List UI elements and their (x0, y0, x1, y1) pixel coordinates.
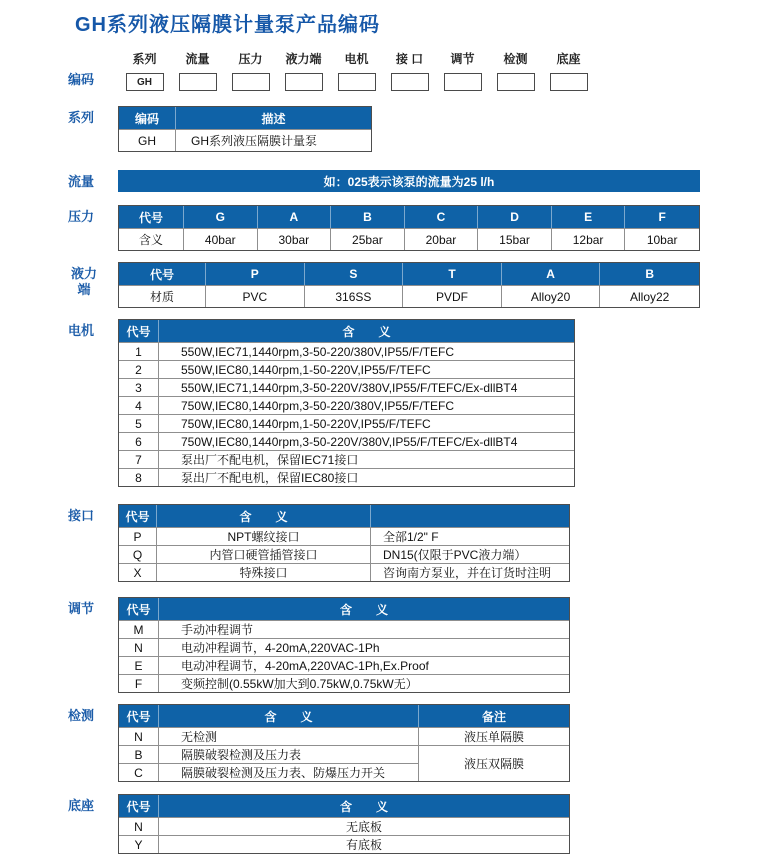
code-field-liquid-end (277, 50, 330, 91)
code-field-base (542, 50, 595, 91)
code-cell: X (119, 563, 157, 581)
code-cell: 5 (119, 414, 159, 432)
section-adjustment-label: 调节 (68, 601, 95, 616)
code-box-motor (338, 73, 376, 91)
table-row (119, 129, 371, 151)
code-cell: B (119, 745, 159, 763)
section-detection (68, 704, 780, 782)
table-row (119, 545, 569, 563)
code-field-label: 电机 (344, 52, 369, 66)
value-cell: PVC (206, 285, 305, 307)
value-cell: PVDF (403, 285, 502, 307)
code-cell: E (119, 656, 159, 674)
section-base (68, 794, 780, 854)
code-field-label: 调节 (450, 52, 475, 66)
code-row (68, 50, 780, 91)
table-row (119, 745, 569, 763)
section-series (68, 106, 780, 152)
table-header-row (119, 505, 569, 527)
page-title: GH系列液压隔膜计量泵产品编码 (75, 14, 380, 36)
section-flow-label: 流量 (68, 174, 95, 189)
header-cell: 代号 (119, 705, 159, 727)
table-header-row (119, 320, 574, 342)
table-row (119, 432, 574, 450)
section-flow (68, 170, 780, 192)
header-cell: D (478, 206, 552, 228)
desc-cell: GH系列液压隔膜计量泵 (176, 129, 371, 151)
table-row (119, 656, 569, 674)
code-box-adjustment (444, 73, 482, 91)
code-field-label: 流量 (185, 52, 210, 66)
table-row (119, 527, 569, 545)
series-table (118, 106, 372, 152)
code-field-pressure (224, 50, 277, 91)
header-cell: 代号 (119, 263, 206, 285)
code-field-label: 系列 (132, 52, 157, 66)
table-header-row (119, 705, 569, 727)
code-box-detection (497, 73, 535, 91)
code-box-pressure (232, 73, 270, 91)
header-cell: 代号 (119, 598, 159, 620)
code-box-interface (391, 73, 429, 91)
table-row (119, 360, 574, 378)
pressure-table (118, 205, 700, 251)
section-pressure (68, 205, 780, 251)
table-row (119, 638, 569, 656)
table-row (119, 378, 574, 396)
desc-cell: 有底板 (159, 835, 569, 853)
code-fields (118, 50, 595, 91)
code-cell: Y (119, 835, 159, 853)
desc-cell: 750W,IEC80,1440rpm,3-50-220V/380V,IP55/F/TEFC/Ex-dllBT4 (159, 432, 574, 450)
value-cell: 15bar (478, 228, 552, 250)
table-header-row (119, 107, 371, 129)
table-row (119, 342, 574, 360)
header-cell: 描述 (176, 107, 371, 129)
desc-cell: 泵出厂不配电机，保留IEC71接口 (159, 450, 574, 468)
desc-cell: 特殊接口 (157, 563, 371, 581)
table-row (119, 396, 574, 414)
code-field-flow (171, 50, 224, 91)
flow-note-bar: 如：025表示该泵的流量为25 l/h (118, 170, 700, 192)
code-field-label: 接 口 (395, 52, 424, 66)
table-header-row (119, 206, 699, 228)
remark-cell: 咨询南方泵业，并在订货时注明 (371, 563, 569, 581)
code-cell: N (119, 817, 159, 835)
header-cell: T (403, 263, 502, 285)
desc-cell: 无底板 (159, 817, 569, 835)
value-cell: 12bar (552, 228, 626, 250)
value-cell: Alloy22 (600, 285, 699, 307)
code-box-series: GH (126, 73, 164, 91)
code-field-detection (489, 50, 542, 91)
header-cell: 编码 (119, 107, 176, 129)
header-cell: 含 义 (159, 320, 574, 342)
desc-cell: 隔膜破裂检测及压力表、防爆压力开关 (159, 763, 419, 781)
remark-cell: 液压单隔膜 (419, 727, 569, 745)
code-field-label: 液力端 (285, 52, 322, 66)
code-cell: N (119, 638, 159, 656)
desc-cell: 内管口硬管插管接口 (157, 545, 371, 563)
code-cell: Q (119, 545, 157, 563)
table-header-row (119, 598, 569, 620)
header-cell (371, 505, 569, 527)
value-cell: 316SS (305, 285, 404, 307)
desc-cell: 550W,IEC71,1440rpm,3-50-220V/380V,IP55/F/TEFC/Ex-dllBT4 (159, 378, 574, 396)
table-row (119, 835, 569, 853)
desc-cell: 变频控制(0.55kW加大到0.75kW,0.75kW无） (159, 674, 569, 692)
section-motor-label: 电机 (68, 323, 95, 338)
table-row (119, 563, 569, 581)
header-cell: 含 义 (157, 505, 371, 527)
header-cell: 含 义 (159, 795, 569, 817)
header-cell: E (552, 206, 626, 228)
remark-cell-merged: 液压双隔膜 (419, 745, 569, 781)
detection-table (118, 704, 570, 782)
header-cell: P (206, 263, 305, 285)
header-cell: S (305, 263, 404, 285)
table-row (119, 414, 574, 432)
section-interface-label: 接口 (68, 508, 95, 523)
section-liquid-end (68, 262, 780, 308)
table-row (119, 727, 569, 745)
table-header-row (119, 795, 569, 817)
code-row-label: 编码 (68, 72, 95, 88)
header-cell: A (502, 263, 601, 285)
header-cell: A (258, 206, 332, 228)
value-cell: 10bar (625, 228, 699, 250)
desc-cell: 隔膜破裂检测及压力表 (159, 745, 419, 763)
adjustment-table (118, 597, 570, 693)
table-row (119, 817, 569, 835)
remark-cell: 全部1/2" F (371, 527, 569, 545)
code-box-flow (179, 73, 217, 91)
base-table (118, 794, 570, 854)
row-label-cell: 含义 (119, 228, 184, 250)
code-cell: P (119, 527, 157, 545)
code-box-base (550, 73, 588, 91)
row-label-cell: 材质 (119, 285, 206, 307)
header-cell: F (625, 206, 699, 228)
header-cell: 含 义 (159, 705, 419, 727)
desc-cell: 750W,IEC80,1440rpm,3-50-220/380V,IP55/F/TEFC (159, 396, 574, 414)
code-cell: N (119, 727, 159, 745)
motor-table (118, 319, 575, 487)
code-cell: GH (119, 129, 176, 151)
section-base-label: 底座 (68, 798, 95, 813)
value-cell: 20bar (405, 228, 479, 250)
desc-cell: 电动冲程调节，4-20mA,220VAC-1Ph (159, 638, 569, 656)
section-pressure-label: 压力 (68, 209, 95, 224)
section-interface (68, 504, 780, 582)
desc-cell: 550W,IEC80,1440rpm,1-50-220V,IP55/F/TEFC (159, 360, 574, 378)
table-row (119, 674, 569, 692)
header-cell: 备注 (419, 705, 569, 727)
value-cell: 25bar (331, 228, 405, 250)
section-liquid-end-label: 液力端 (70, 266, 97, 297)
code-cell: F (119, 674, 159, 692)
code-cell: 4 (119, 396, 159, 414)
header-cell: 代号 (119, 505, 157, 527)
header-cell: B (600, 263, 699, 285)
liquid-end-table (118, 262, 700, 308)
code-cell: 1 (119, 342, 159, 360)
code-cell: M (119, 620, 159, 638)
desc-cell: 泵出厂不配电机，保留IEC80接口 (159, 468, 574, 486)
value-cell: 30bar (258, 228, 332, 250)
table-row (119, 620, 569, 638)
code-field-label: 底座 (556, 52, 581, 66)
code-cell: 7 (119, 450, 159, 468)
header-cell: B (331, 206, 405, 228)
code-field-series (118, 50, 171, 91)
value-cell: 40bar (184, 228, 258, 250)
code-box-liquid-end (285, 73, 323, 91)
code-field-interface (383, 50, 436, 91)
code-cell: 8 (119, 468, 159, 486)
desc-cell: 电动冲程调节，4-20mA,220VAC-1Ph,Ex.Proof (159, 656, 569, 674)
code-cell: 2 (119, 360, 159, 378)
code-cell: C (119, 763, 159, 781)
code-cell: 6 (119, 432, 159, 450)
code-field-label: 压力 (238, 52, 263, 66)
interface-table (118, 504, 570, 582)
table-row (119, 285, 699, 307)
code-cell: 3 (119, 378, 159, 396)
table-row (119, 450, 574, 468)
desc-cell: 手动冲程调节 (159, 620, 569, 638)
section-series-label: 系列 (68, 110, 95, 125)
table-row (119, 468, 574, 486)
header-cell: C (405, 206, 479, 228)
desc-cell: 550W,IEC71,1440rpm,3-50-220/380V,IP55/F/TEFC (159, 342, 574, 360)
header-cell: 代号 (119, 206, 184, 228)
desc-cell: NPT螺纹接口 (157, 527, 371, 545)
remark-cell: DN15(仅限于PVC液力端） (371, 545, 569, 563)
header-cell: 代号 (119, 320, 159, 342)
code-field-label: 检测 (503, 52, 528, 66)
header-cell: 代号 (119, 795, 159, 817)
header-cell: G (184, 206, 258, 228)
desc-cell: 无检测 (159, 727, 419, 745)
table-header-row (119, 263, 699, 285)
header-cell: 含 义 (159, 598, 569, 620)
value-cell: Alloy20 (502, 285, 601, 307)
section-detection-label: 检测 (68, 708, 95, 723)
section-motor (68, 319, 780, 487)
code-field-adjustment (436, 50, 489, 91)
code-field-motor (330, 50, 383, 91)
table-row (119, 228, 699, 250)
desc-cell: 750W,IEC80,1440rpm,1-50-220V,IP55/F/TEFC (159, 414, 574, 432)
section-adjustment (68, 597, 780, 693)
